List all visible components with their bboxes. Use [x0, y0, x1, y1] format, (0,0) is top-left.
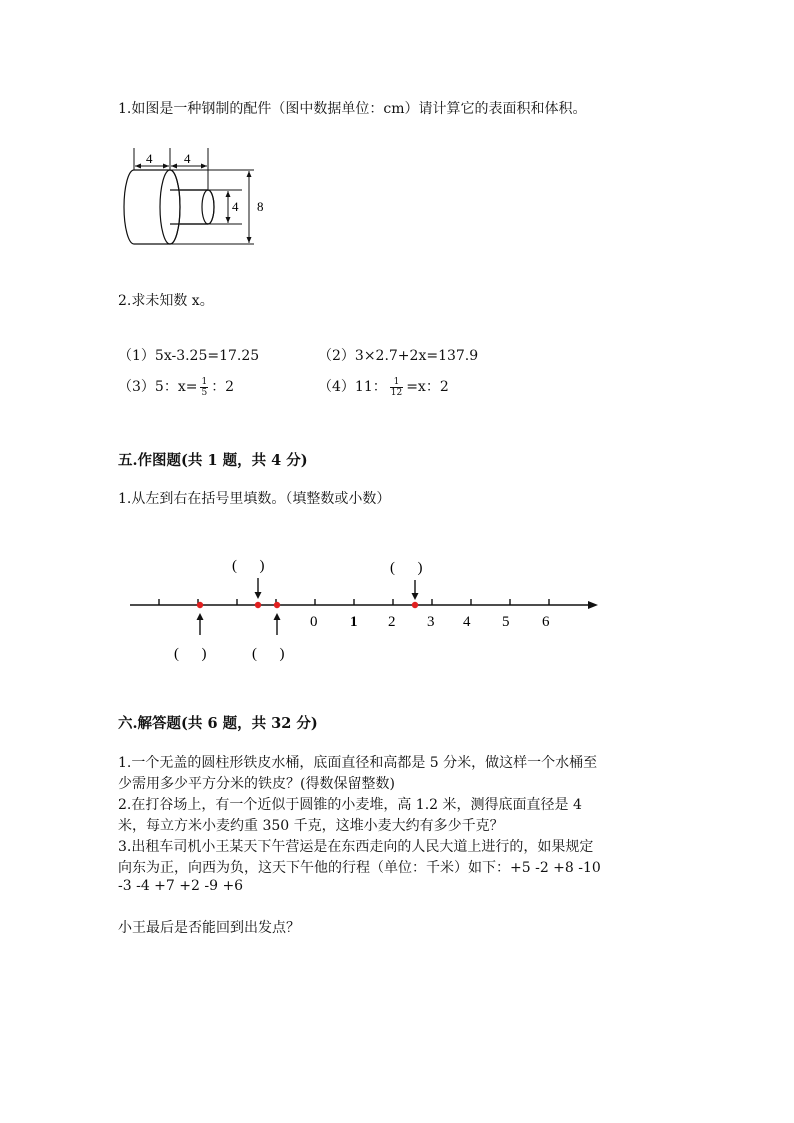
dim-top-right: 4: [184, 151, 191, 166]
equation-4-suffix: =x：2: [406, 379, 449, 395]
section-6-title: 六.解答题(共 6 题，共 32 分): [118, 715, 318, 732]
fraction-denominator: 12: [390, 387, 403, 398]
section-6-q3-line2: 向东为正，向西为负，这天下午他的行程（单位：千米）如下：+5 -2 +8 -10: [118, 860, 601, 876]
big-cylinder-face: [160, 170, 180, 244]
point-c: [274, 602, 280, 608]
section-5-question-1: 1.从左到右在括号里填数。（填整数或小数）: [118, 491, 391, 507]
tick-label-4: 4: [463, 614, 471, 630]
point-a: [197, 602, 203, 608]
tick-marks: [159, 599, 549, 605]
fraction-denominator: 5: [201, 387, 208, 398]
fraction-numerator: 1: [201, 376, 208, 387]
fraction-1-5: [200, 377, 208, 398]
section-6-q2-line2: 米，每立方米小麦约重 350 千克，这堆小麦大约有多少千克？: [118, 818, 504, 834]
bracket-below-a: ( ): [174, 646, 207, 662]
equation-4: [318, 376, 449, 398]
equation-3: [118, 376, 234, 398]
section-6-q2-line1: 2.在打谷场上，有一个近似于圆锥的小麦堆，高 1.2 米，测得底面直径是 4: [118, 797, 582, 813]
fraction-1-12: [390, 377, 403, 398]
equation-3-prefix: （3）5：x=: [118, 379, 198, 395]
small-cylinder-face: [202, 190, 214, 224]
equation-4-prefix: （4）11：: [318, 379, 387, 395]
dim-top-left: 4: [146, 151, 153, 166]
equation-1: （1）5x-3.25=17.25: [118, 348, 260, 364]
tick-label-1: 1: [350, 614, 358, 630]
tick-label-3: 3: [427, 614, 435, 630]
question-2-text: 2.求未知数 x。: [118, 293, 214, 309]
bracket-below-c: ( ): [252, 646, 285, 662]
tick-label-6: 6: [542, 614, 550, 630]
arrow-down-b: [255, 578, 262, 599]
equation-2: （2）3×2.7+2x=137.9: [318, 348, 479, 364]
arrow-up-c: [274, 613, 281, 635]
tick-label-5: 5: [502, 614, 510, 630]
tick-label-0: 0: [310, 614, 318, 630]
arrow-down-d: [412, 580, 419, 600]
point-d: [412, 602, 418, 608]
big-cylinder: [124, 170, 180, 244]
tick-label-2: 2: [388, 614, 396, 630]
bracket-above-b: ( ): [232, 558, 265, 574]
arrow-up-a: [197, 613, 204, 635]
section-6-q3-question: 小王最后是否能回到出发点？: [118, 920, 300, 936]
section-6-q3-line1: 3.出租车司机小王某天下午营运是在东西走向的人民大道上进行的，如果规定: [118, 839, 594, 855]
dim-outer: 8: [257, 199, 264, 214]
small-cylinder: [180, 190, 214, 224]
section-5-title: 五.作图题(共 1 题，共 4 分): [118, 452, 308, 469]
number-line-arrowhead: [588, 601, 598, 609]
number-line-figure: [118, 550, 618, 670]
question-1-text: 1.如图是一种钢制的配件（图中数据单位：cm）请计算它的表面积和体积。: [118, 101, 587, 117]
fraction-numerator: 1: [390, 377, 403, 388]
steel-part-figure: [118, 148, 278, 252]
bracket-above-d: ( ): [390, 560, 423, 576]
point-b: [255, 602, 261, 608]
section-6-q3-line3: -3 -4 +7 +2 -9 +6: [118, 878, 244, 894]
section-6-q1-line2: 少需用多少平方分米的铁皮？(得数保留整数): [118, 776, 395, 792]
section-6-q1-line1: 1.一个无盖的圆柱形铁皮水桶，底面直径和高都是 5 分米，做这样一个水桶至: [118, 755, 598, 771]
dim-inner: 4: [232, 199, 239, 214]
equation-3-suffix: ：2: [211, 379, 235, 395]
